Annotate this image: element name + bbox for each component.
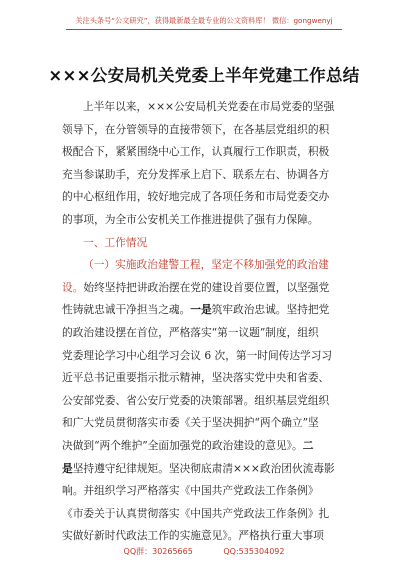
intro-line: 领导下，在分管领导的直接带领下，在各基层党组织的积 <box>62 122 330 136</box>
body-line: 的政治建设摆在首位，严格落实“第一议题”制度，组织 <box>62 325 319 339</box>
body-text: 筑牢政治忠诚。坚持把党 <box>211 303 330 317</box>
body-line: 实做好新时代政法工作的实施意见》。严格执行重大事项 <box>62 529 324 543</box>
page-footer <box>0 546 408 557</box>
point-marker: 二 <box>302 438 314 452</box>
body-line: 《市委关于认真贯彻落实《中国共产党政法工作条例》扎 <box>62 506 330 520</box>
section-heading: 一、工作情况 <box>83 235 148 249</box>
promo-header <box>66 14 342 30</box>
body-line: 近平总书记重要指示批示精神，坚决落实党中央和省委、 <box>62 371 330 385</box>
intro-line: 上半年以来，×××公安局机关党委在市局党委的坚强 <box>83 100 335 113</box>
intro-line: 的中心枢纽作用，较好地完成了各项任务和市局党委交办 <box>62 190 330 204</box>
body-line <box>62 458 350 481</box>
body-text: 始终坚持把讲政治摆在党的建设首要位置，以坚强党 <box>83 280 330 294</box>
intro-line: 充当参谋助手，充分发挥承上启下、联系左右、协调各方 <box>62 167 330 181</box>
intro-line: 的事项，为全市公安机关工作推进提供了强有力保障。 <box>62 212 319 226</box>
subsection-heading: （一）实施政治建警工程，坚定不移加强党的政治建 <box>83 258 329 272</box>
body-text: 决做到“两个维护”全面加强党的政治建设的意见》。 <box>62 438 303 452</box>
qq-contact-text: QQ:535304092 <box>223 547 285 556</box>
intro-line: 极配合下，紧紧围绕中心工作，认真履行工作职责，积极 <box>62 145 330 159</box>
body-line <box>62 299 350 322</box>
promo-banner-text: 关注头条号“公文研究”，获得最新最全最专业的公文资料库！ 微信：gongwenyj <box>75 16 333 25</box>
body-text: 坚持遵守纪律规矩。坚决彻底肃清×××政治团伙流毒影 <box>72 461 335 475</box>
document-body <box>62 96 350 548</box>
body-text: 性铸就忠诚干净担当之魂。 <box>62 303 191 317</box>
point-marker: 是 <box>62 461 73 475</box>
body-line: 和广大党员贯彻落实市委《关于坚决拥护“两个确立”坚 <box>62 416 319 430</box>
document-title: ×××公安局机关党委上半年党建工作总结 <box>48 66 360 85</box>
header-divider <box>66 29 342 30</box>
body-line: 响。并组织学习严格落实《中国共产党政法工作条例》 <box>62 484 319 498</box>
point-marker: 一是 <box>190 303 212 317</box>
body-line <box>62 435 350 458</box>
body-line: 公安部党委、省公安厅党委的决策部署。组织基层党组织 <box>62 393 330 407</box>
subsection-heading-end: 设。 <box>62 280 84 294</box>
body-line: 党委理论学习中心组学习会议 6 次，第一时间传达学习习 <box>62 348 333 362</box>
qq-group-text: QQ群：30265665 <box>123 547 193 556</box>
body-line <box>62 277 350 300</box>
